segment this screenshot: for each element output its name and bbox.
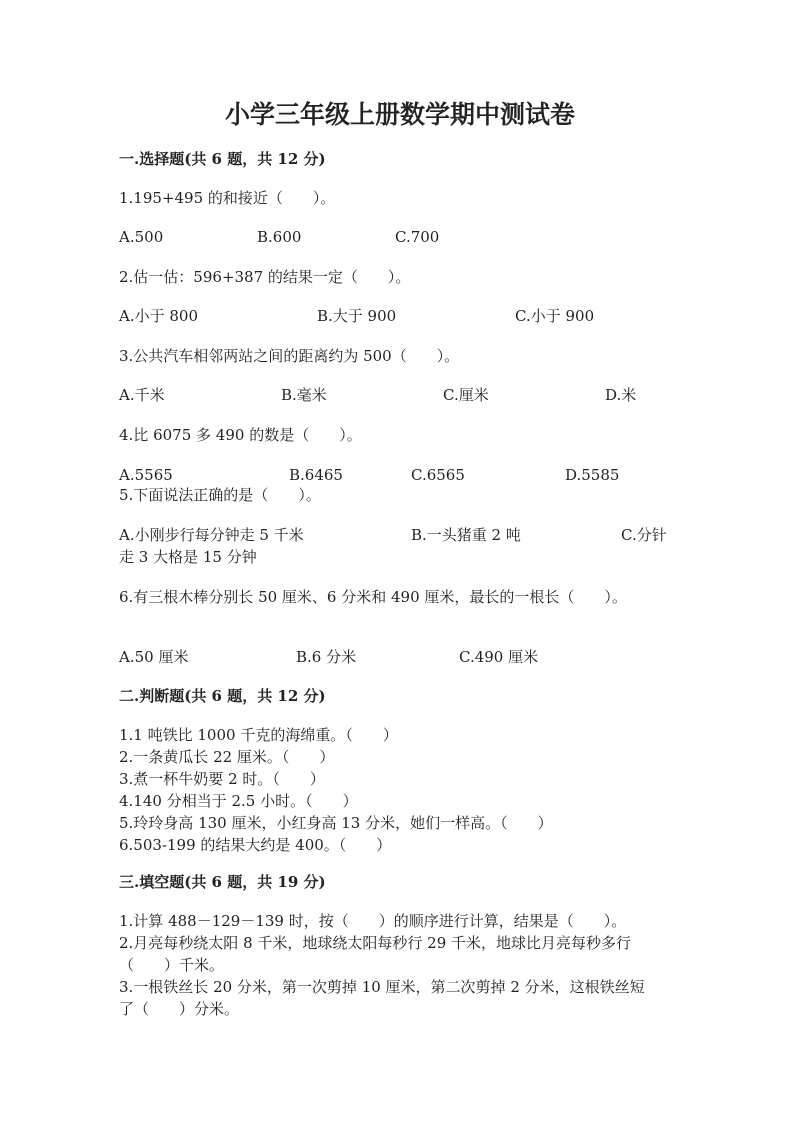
question-5-stem: 5.下面说法正确的是（ ）。 [119, 486, 321, 504]
section-heading-choice: 一.选择题(共 6 题，共 12 分) [119, 150, 326, 168]
question-1-option-c: C.700 [395, 228, 440, 246]
question-6-option-a: A.50 厘米 [119, 648, 189, 666]
question-1-option-a: A.500 [119, 228, 164, 246]
page-title: 小学三年级上册数学期中测试卷 [224, 100, 575, 129]
judgement-item: 5.玲玲身高 130 厘米，小红身高 13 分米，她们一样高。（ ） [119, 814, 553, 832]
question-4-option-a: A.5565 [119, 466, 173, 484]
question-2-option-c: C.小于 900 [515, 307, 595, 325]
fill-blank-line: 1.计算 488－129－139 时，按（ ）的顺序进行计算，结果是（ ）。 [119, 912, 627, 930]
question-4-option-c: C.6565 [411, 466, 465, 484]
question-3-option-b: B.毫米 [281, 386, 327, 404]
judgement-item: 6.503-199 的结果大约是 400。（ ） [119, 836, 392, 854]
question-4-option-b: B.6465 [289, 466, 343, 484]
section-heading-judgement: 二.判断题(共 6 题，共 12 分) [119, 687, 326, 705]
question-6-option-c: C.490 厘米 [459, 648, 539, 666]
question-4-stem: 4.比 6075 多 490 的数是（ ）。 [119, 426, 362, 444]
question-5-option-c: C.分针 [621, 526, 667, 544]
fill-blank-line: 3.一根铁丝长 20 分米，第一次剪掉 10 厘米，第二次剪掉 2 分米，这根铁丝短 [119, 978, 645, 996]
question-2-stem: 2.估一估：596+387 的结果一定（ ）。 [119, 268, 411, 286]
question-2-option-a: A.小于 800 [119, 307, 198, 325]
question-3-stem: 3.公共汽车相邻两站之间的距离约为 500（ ）。 [119, 347, 460, 365]
question-4-option-d: D.5585 [565, 466, 620, 484]
judgement-item: 1.1 吨铁比 1000 千克的海绵重。（ ） [119, 726, 398, 744]
question-2-option-b: B.大于 900 [317, 307, 397, 325]
question-3-option-a: A.千米 [119, 386, 165, 404]
question-1-option-b: B.600 [257, 228, 302, 246]
judgement-item: 4.140 分相当于 2.5 小时。（ ） [119, 792, 358, 810]
question-5-option-c-continued: 走 3 大格是 15 分钟 [119, 548, 257, 566]
section-heading-fill-blank: 三.填空题(共 6 题，共 19 分) [119, 873, 326, 891]
judgement-item: 2.一条黄瓜长 22 厘米。（ ） [119, 748, 335, 766]
question-6-option-b: B.6 分米 [296, 648, 357, 666]
question-6-stem: 6.有三根木棒分别长 50 厘米、6 分米和 490 厘米，最长的一根长（ ）。 [119, 588, 627, 606]
question-3-option-d: D.米 [605, 386, 637, 404]
question-5-option-b: B.一头猪重 2 吨 [411, 526, 521, 544]
judgement-item: 3.煮一杯牛奶要 2 时。（ ） [119, 770, 325, 788]
question-3-option-c: C.厘米 [443, 386, 489, 404]
fill-blank-line: （ ）千米。 [119, 956, 225, 974]
question-1-stem: 1.195+495 的和接近（ ）。 [119, 189, 336, 207]
fill-blank-line: 2.月亮每秒绕太阳 8 千米，地球绕太阳每秒行 29 千米，地球比月亮每秒多行 [119, 934, 632, 952]
question-5-option-a: A.小刚步行每分钟走 5 千米 [119, 526, 304, 544]
fill-blank-line: 了（ ）分米。 [119, 1000, 240, 1018]
